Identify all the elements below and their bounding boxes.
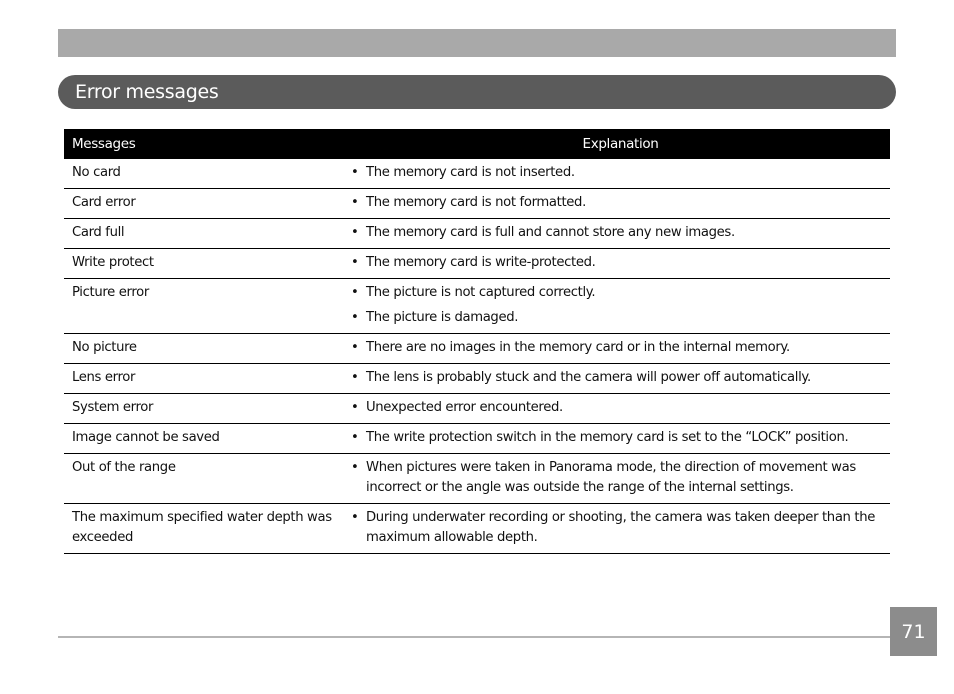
bullet-text: There are no images in the memory card or in the internal memory. xyxy=(366,340,790,355)
message-cell: No card xyxy=(64,159,343,189)
bullet-icon: • xyxy=(351,400,359,415)
bullet-item xyxy=(351,508,882,548)
bullet-icon: • xyxy=(351,510,359,525)
bullet-item xyxy=(351,223,882,243)
explanation-cell xyxy=(343,504,890,554)
bullet-text: During underwater recording or shooting, the camera was taken deeper than the maximum allowable depth. xyxy=(366,510,875,545)
message-cell: Card error xyxy=(64,189,343,219)
message-cell: The maximum specified water depth was exceeded xyxy=(64,504,343,554)
footer-rule xyxy=(58,636,890,638)
bullet-text: The memory card is not inserted. xyxy=(366,165,575,180)
explanation-cell xyxy=(343,249,890,279)
section-title-bar xyxy=(58,75,896,109)
section-title: Error messages xyxy=(75,81,219,103)
explanation-cell xyxy=(343,364,890,394)
bullet-text: Unexpected error encountered. xyxy=(366,400,563,415)
bullet-icon: • xyxy=(351,370,359,385)
explanation-cell xyxy=(343,189,890,219)
table-row xyxy=(64,334,890,364)
table-row xyxy=(64,394,890,424)
message-cell: Out of the range xyxy=(64,454,343,504)
table-row xyxy=(64,189,890,219)
table-row xyxy=(64,454,890,504)
bullet-text: When pictures were taken in Panorama mode, the direction of movement was incorrect or the angle was outside the range of the internal settings. xyxy=(366,460,856,495)
message-cell: Card full xyxy=(64,219,343,249)
message-cell: Image cannot be saved xyxy=(64,424,343,454)
bullet-item xyxy=(351,428,882,448)
bullet-icon: • xyxy=(351,165,359,180)
bullet-item xyxy=(351,368,882,388)
bullet-icon: • xyxy=(351,310,359,325)
column-header-messages: Messages xyxy=(64,129,343,159)
bullet-item xyxy=(351,193,882,213)
explanation-cell xyxy=(343,219,890,249)
table-row xyxy=(64,279,890,334)
bullet-icon: • xyxy=(351,460,359,475)
table-header-row xyxy=(64,129,890,159)
explanation-cell xyxy=(343,334,890,364)
bullet-text: The memory card is full and cannot store any new images. xyxy=(366,225,735,240)
table-row xyxy=(64,504,890,554)
explanation-cell xyxy=(343,279,890,334)
bullet-text: The picture is not captured correctly. xyxy=(366,285,596,300)
page-number: 71 xyxy=(890,607,937,656)
bullet-item xyxy=(351,398,882,418)
bullet-text: The memory card is not formatted. xyxy=(366,195,586,210)
bullet-item xyxy=(351,338,882,358)
table-row xyxy=(64,159,890,189)
table-row xyxy=(64,249,890,279)
bullet-text: The lens is probably stuck and the camera will power off automatically. xyxy=(366,370,811,385)
bullet-text: The memory card is write-protected. xyxy=(366,255,596,270)
explanation-cell xyxy=(343,159,890,189)
message-cell: Write protect xyxy=(64,249,343,279)
message-cell: Lens error xyxy=(64,364,343,394)
table-row xyxy=(64,219,890,249)
bullet-item xyxy=(351,308,882,328)
bullet-text: The picture is damaged. xyxy=(366,310,519,325)
bullet-item xyxy=(351,163,882,183)
bullet-item xyxy=(351,283,882,303)
bullet-text: The write protection switch in the memory card is set to the “LOCK” position. xyxy=(366,430,849,445)
bullet-icon: • xyxy=(351,195,359,210)
bullet-item xyxy=(351,253,882,273)
explanation-cell xyxy=(343,454,890,504)
message-cell: Picture error xyxy=(64,279,343,334)
table-body xyxy=(64,159,890,554)
error-messages-table xyxy=(64,129,890,554)
bullet-item xyxy=(351,458,882,498)
bullet-icon: • xyxy=(351,340,359,355)
message-cell: No picture xyxy=(64,334,343,364)
bullet-icon: • xyxy=(351,225,359,240)
bullet-icon: • xyxy=(351,285,359,300)
column-header-explanation: Explanation xyxy=(343,129,890,159)
table-row xyxy=(64,364,890,394)
bullet-icon: • xyxy=(351,255,359,270)
explanation-cell xyxy=(343,424,890,454)
explanation-cell xyxy=(343,394,890,424)
table-row xyxy=(64,424,890,454)
header-band xyxy=(58,29,896,57)
bullet-icon: • xyxy=(351,430,359,445)
message-cell: System error xyxy=(64,394,343,424)
